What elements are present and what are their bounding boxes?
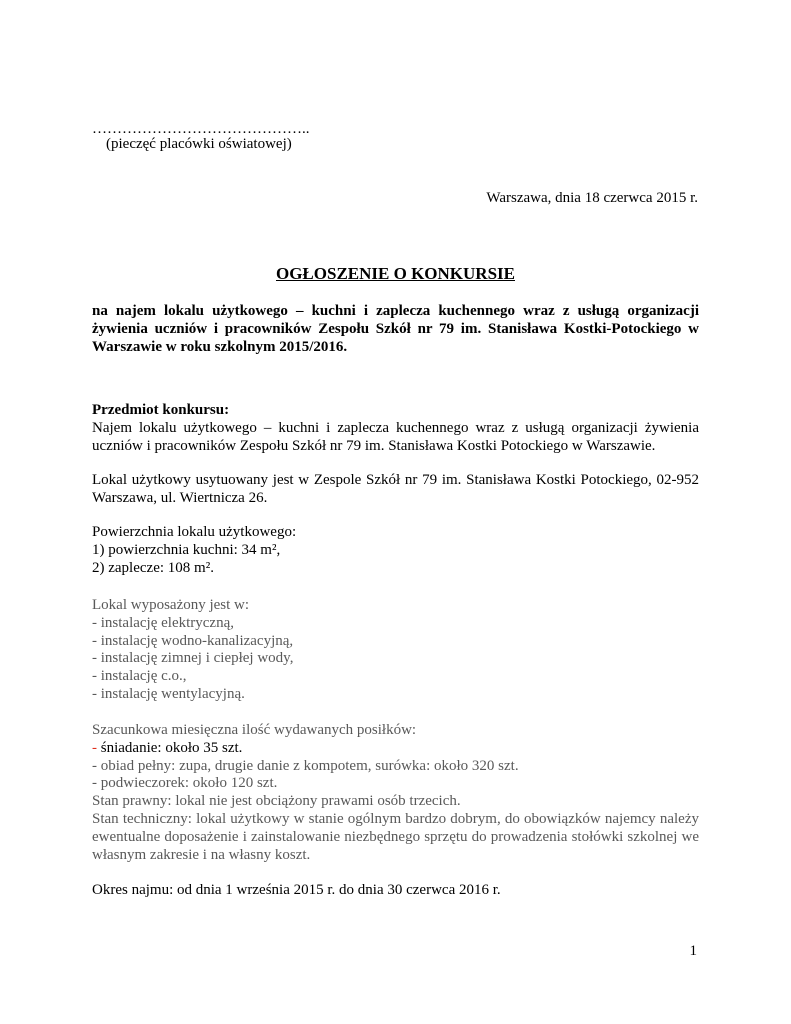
breakfast-text: śniadanie: około 35 szt. [97,739,243,756]
area-item: 2) zaplecze: 108 m². [92,559,214,576]
location-text: Lokal użytkowy usytuowany jest w Zespole Szkół nr 79 im. Stanisława Kostki Potockiego, 02-952 Warszawa, ul. Wiertnicza 26. [92,472,699,506]
subject-heading: Przedmiot konkursu: [92,402,230,418]
stamp-dots: …………………………………….. [92,121,310,137]
equipment-item: - instalację zimnej i ciepłej wody, [92,650,294,667]
area-heading: Powierzchnia lokalu użytkowego: [92,524,297,540]
technical-status: Stan techniczny: lokal użytkowy w stanie ogólnym bardzo dobrym, do obowiązków najemcy należy ewentualne doposażenie i zainstalowanie niezbędnego sprzętu do prowadzenia stołówki szkolnej we własnym zakresie i na własny koszt. [92,810,699,863]
place-date: Warszawa, dnia 18 czerwca 2015 r. [486,190,698,206]
page-number: 1 [689,943,697,959]
area-item: 1) powierzchnia kuchni: 34 m², [92,541,281,558]
equipment-item: - instalację c.o., [92,668,187,685]
equipment-item: - instalację elektryczną, [92,614,235,631]
meals-breakfast [92,740,699,758]
stamp-label: (pieczęć placówki oświatowej) [106,136,292,152]
announcement-subtitle: na najem lokalu użytkowego – kuchni i zaplecza kuchennego wraz z usługą organizacji żywienia uczniów i pracowników Zespołu Szkół nr 79 im. Stanisława Kostki-Potockiego w Warszawie w roku szkolnym 2015/2016. [92,303,699,355]
page-title: OGŁOSZENIE O KONKURSIE [275,264,515,283]
meals-section [92,722,699,864]
area-section [92,524,296,577]
equipment-heading: Lokal wyposażony jest w: [92,597,250,613]
equipment-section [92,597,293,704]
breakfast-dash: - [92,739,97,756]
equipment-item: - instalację wodno-kanalizacyjną, [92,632,294,649]
equipment-item: - instalację wentylacyjną. [92,685,245,702]
meals-lunch: - obiad pełny: zupa, drugie danie z kompotem, surówka: około 320 szt. [92,757,519,774]
meals-heading: Szacunkowa miesięczna ilość wydawanych posiłków: [92,722,417,738]
legal-status: Stan prawny: lokal nie jest obciążony prawami osób trzecich. [92,793,461,810]
lease-period: Okres najmu: od dnia 1 września 2015 r. do dnia 30 czerwca 2016 r. [92,882,501,898]
subject-text: Najem lokalu użytkowego – kuchni i zaplecza kuchennego wraz z usługą organizacji żywienia uczniów i pracowników Zespołu Szkół nr 79 im. Stanisława Kostki Potockiego w Warszawie. [92,420,699,454]
meals-snack: - podwieczorek: około 120 szt. [92,775,278,792]
